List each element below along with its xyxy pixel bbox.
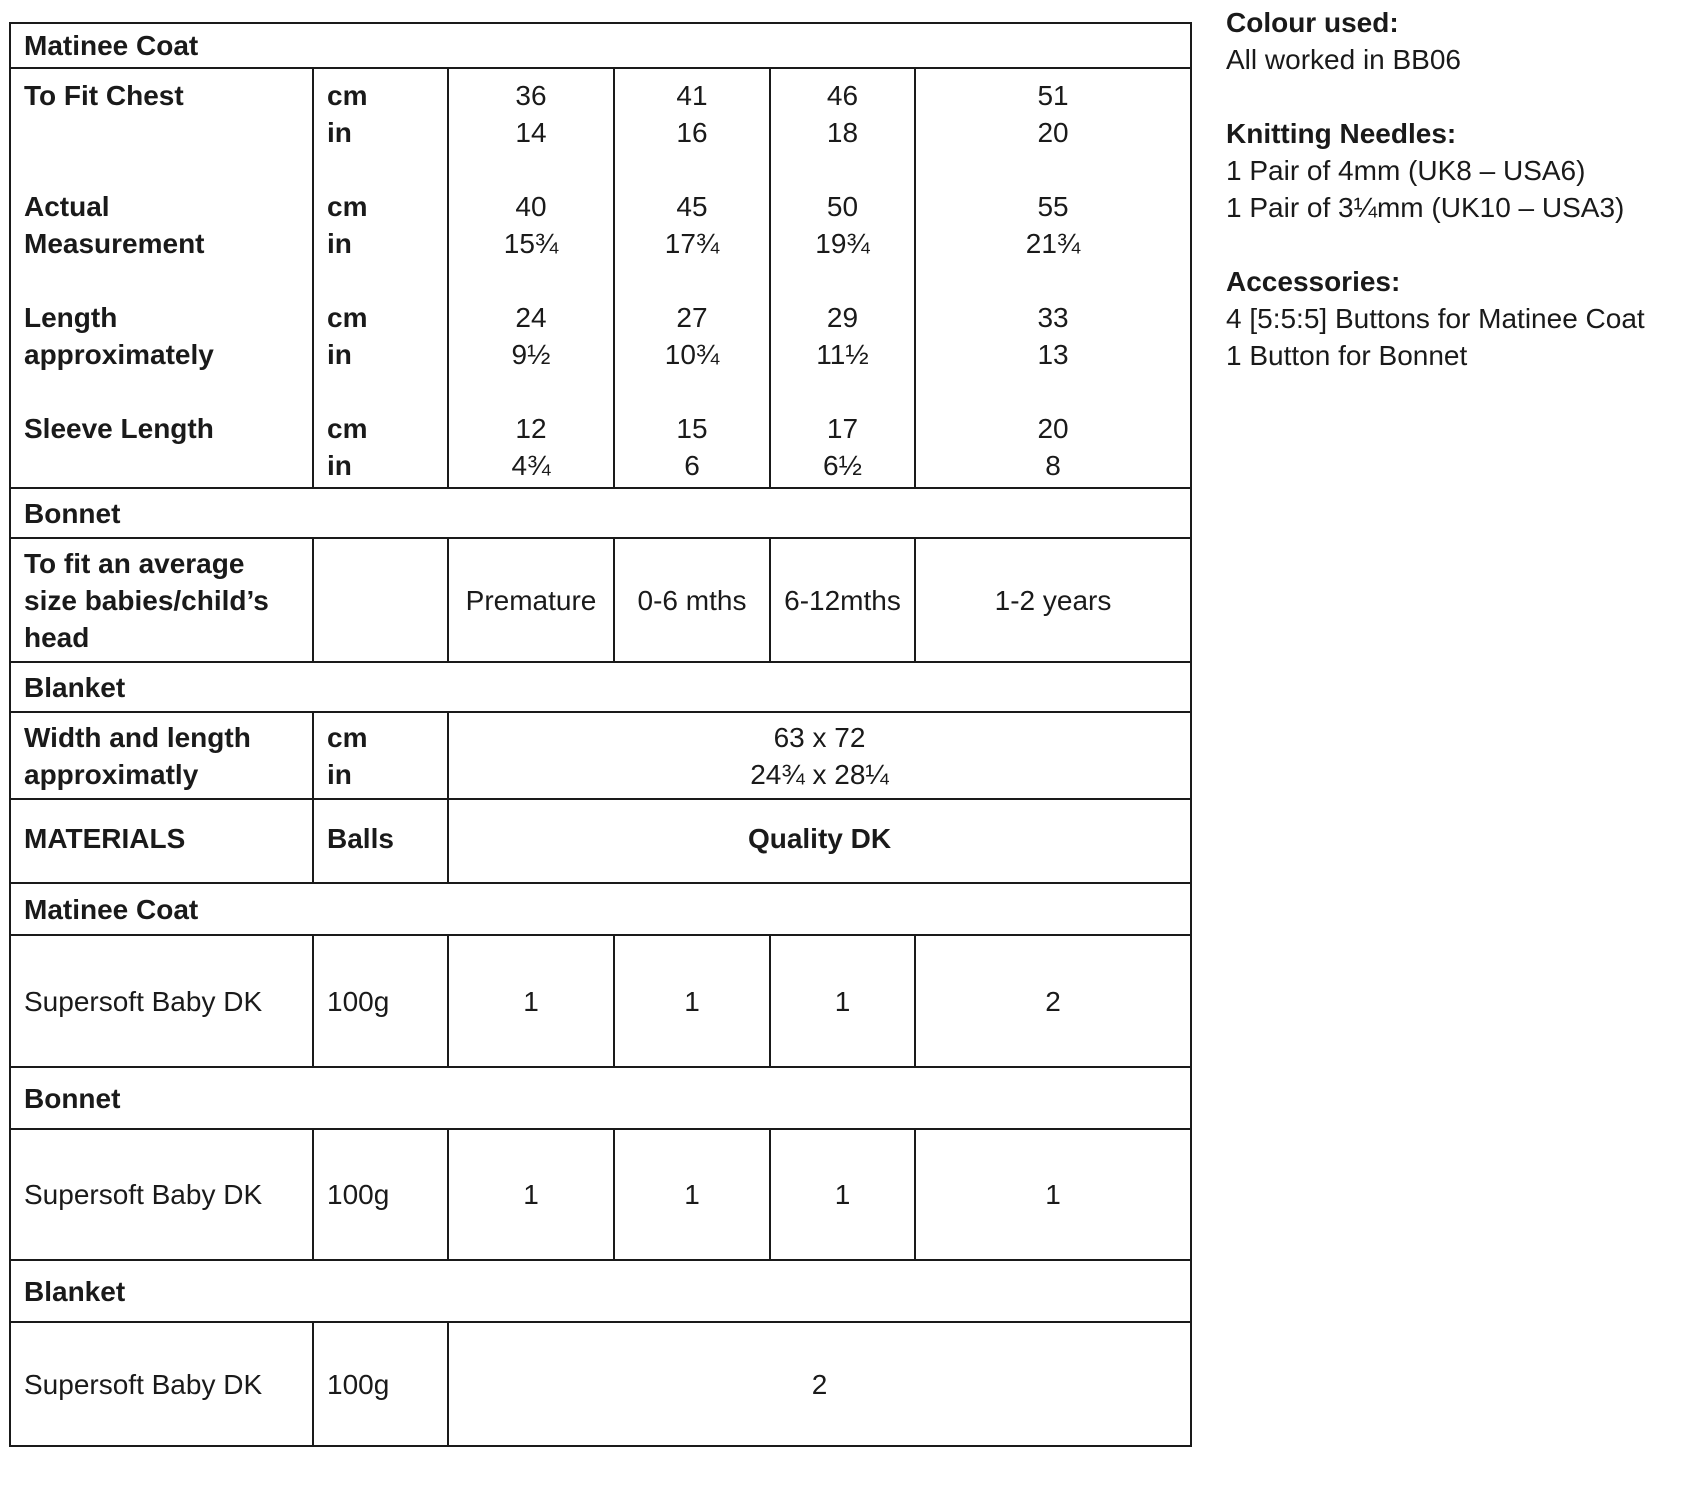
- blanket-size-row: [10, 712, 1191, 799]
- section-title: Bonnet: [10, 1067, 1191, 1129]
- ball-count: 1: [915, 1129, 1191, 1260]
- needles-heading: Knitting Needles:: [1226, 118, 1457, 149]
- unit-labels: cm in: [313, 712, 448, 799]
- ball-count: 2: [915, 935, 1191, 1067]
- section-title: Blanket: [10, 1260, 1191, 1322]
- balls-header: Balls: [313, 799, 448, 883]
- section-header-matinee-coat: [10, 883, 1191, 935]
- ball-count: 1: [614, 1129, 770, 1260]
- section-header-blanket: [10, 662, 1191, 712]
- section-header-blanket: [10, 1260, 1191, 1322]
- empty-cell: [313, 538, 448, 662]
- section-title: Matinee Coat: [10, 23, 1191, 68]
- ball-weight: 100g: [313, 935, 448, 1067]
- yarn-name: Supersoft Baby DK: [10, 1129, 313, 1260]
- bonnet-fit-row: [10, 538, 1191, 662]
- accessories-section: [1226, 263, 1696, 374]
- section-header-bonnet: [10, 1067, 1191, 1129]
- blanket-size-label: Width and length approximatly: [10, 712, 313, 799]
- material-row: [10, 935, 1191, 1067]
- ball-count: 1: [614, 935, 770, 1067]
- needles-section: [1226, 115, 1696, 226]
- ball-weight: 100g: [313, 1129, 448, 1260]
- accessories-heading: Accessories:: [1226, 266, 1401, 297]
- coat-measurements-row: [10, 68, 1191, 488]
- material-row: [10, 1129, 1191, 1260]
- section-header-bonnet: [10, 488, 1191, 538]
- quality-header: Quality DK: [448, 799, 1191, 883]
- accessory-line: 1 Button for Bonnet: [1226, 340, 1468, 371]
- bonnet-fit-label: To fit an average size babies/child’s head: [10, 538, 313, 662]
- unit-labels: cm in cm in cm in cm in: [313, 68, 448, 488]
- colour-heading: Colour used:: [1226, 7, 1399, 38]
- needle-line: 1 Pair of 4mm (UK8 – USA6): [1226, 155, 1586, 186]
- size-column-1: 36 14 40 15¾ 24 9½ 12 4¾: [448, 68, 614, 488]
- blanket-dimensions: 63 x 72 24¾ x 28¼: [448, 712, 1191, 799]
- section-title: Bonnet: [10, 488, 1191, 538]
- measurement-labels: To Fit Chest Actual Measurement Length approximately Sleeve Length: [10, 68, 313, 488]
- section-header-matinee-coat: [10, 23, 1191, 68]
- pattern-notes: [1226, 4, 1696, 411]
- ball-count: 1: [770, 1129, 915, 1260]
- section-title: Blanket: [10, 662, 1191, 712]
- section-title: Matinee Coat: [10, 883, 1191, 935]
- ball-count: 1: [770, 935, 915, 1067]
- ball-count: 2: [448, 1322, 1191, 1446]
- yarn-name: Supersoft Baby DK: [10, 1322, 313, 1446]
- ball-count: 1: [448, 935, 614, 1067]
- size-column-2: 41 16 45 17¾ 27 10¾ 15 6: [614, 68, 770, 488]
- ball-count: 1: [448, 1129, 614, 1260]
- accessory-line: 4 [5:5:5] Buttons for Matinee Coat: [1226, 303, 1645, 334]
- materials-header-row: [10, 799, 1191, 883]
- bonnet-size-3: 6-12mths: [770, 538, 915, 662]
- size-column-3: 46 18 50 19¾ 29 11½ 17 6½: [770, 68, 915, 488]
- size-table: [9, 22, 1192, 1447]
- bonnet-size-1: Premature: [448, 538, 614, 662]
- colour-section: [1226, 4, 1696, 78]
- colour-line: All worked in BB06: [1226, 44, 1462, 75]
- yarn-name: Supersoft Baby DK: [10, 935, 313, 1067]
- ball-weight: 100g: [313, 1322, 448, 1446]
- materials-title: MATERIALS: [10, 799, 313, 883]
- bonnet-size-2: 0-6 mths: [614, 538, 770, 662]
- size-column-4: 51 20 55 21¾ 33 13 20 8: [915, 68, 1191, 488]
- needle-line: 1 Pair of 3¼mm (UK10 – USA3): [1226, 192, 1625, 223]
- material-row: [10, 1322, 1191, 1446]
- bonnet-size-4: 1-2 years: [915, 538, 1191, 662]
